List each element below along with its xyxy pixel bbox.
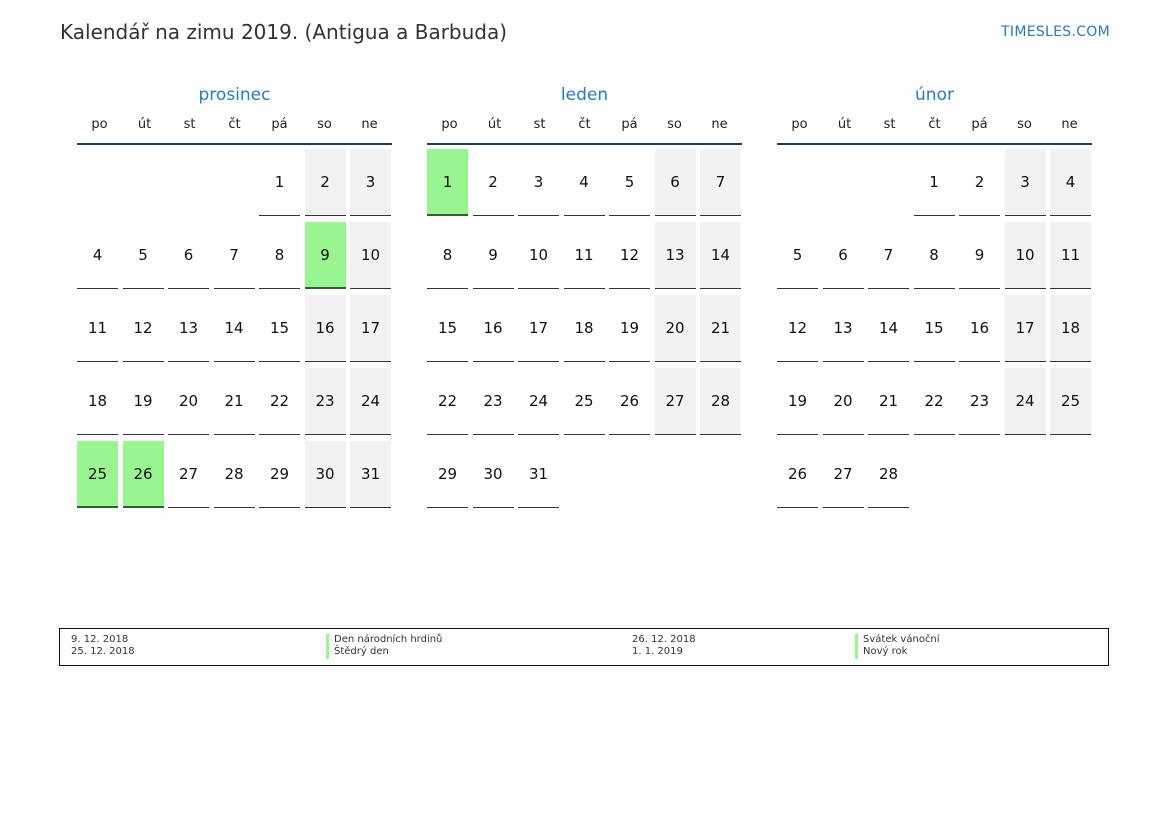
day-cell: 12 — [777, 295, 818, 362]
day-cell: 20 — [655, 295, 696, 362]
weekday-label: út — [837, 117, 852, 132]
day-cell: 11 — [77, 295, 118, 362]
day-cell: 14 — [868, 295, 909, 362]
day-cell: 25 — [564, 368, 605, 435]
day-cell: 29 — [259, 441, 300, 508]
day-cell: 23 — [473, 368, 514, 435]
day-cell: 4 — [1050, 149, 1091, 216]
day-cell: 22 — [914, 368, 955, 435]
day-cell: 5 — [777, 222, 818, 289]
day-cell: 26 — [609, 368, 650, 435]
legend-dates-right — [632, 634, 696, 658]
weekday-label: po — [441, 117, 458, 132]
day-cell: 6 — [168, 222, 209, 289]
day-cell: 13 — [168, 295, 209, 362]
day-cell: 14 — [700, 222, 741, 289]
weekday-label: po — [91, 117, 108, 132]
header-divider — [777, 143, 1092, 145]
legend-names-left — [334, 634, 442, 658]
day-cell: 21 — [868, 368, 909, 435]
weekday-label: st — [183, 117, 196, 132]
weekday-label: ne — [711, 117, 728, 132]
day-cell: 12 — [123, 295, 164, 362]
legend-date: 26. 12. 2018 — [632, 634, 696, 645]
day-cell: 11 — [1050, 222, 1091, 289]
day-cell: 18 — [77, 368, 118, 435]
day-cell: 8 — [914, 222, 955, 289]
day-cell: 15 — [259, 295, 300, 362]
day-cell: 4 — [564, 149, 605, 216]
day-cell: 6 — [655, 149, 696, 216]
page-title: Kalendář na zimu 2019. (Antigua a Barbuda) — [60, 20, 508, 44]
day-cell: 3 — [1005, 149, 1046, 216]
day-cell: 23 — [959, 368, 1000, 435]
weekday-label: so — [1017, 117, 1032, 132]
holiday-legend — [59, 628, 1109, 666]
day-cell: 24 — [1005, 368, 1046, 435]
day-cell: 22 — [427, 368, 468, 435]
day-cell: 13 — [655, 222, 696, 289]
legend-date: 25. 12. 2018 — [71, 646, 135, 657]
day-cell: 12 — [609, 222, 650, 289]
weekday-label: so — [667, 117, 682, 132]
day-cell: 29 — [427, 441, 468, 508]
month-name: únor — [915, 85, 954, 105]
day-cell: 8 — [427, 222, 468, 289]
day-cell: 28 — [868, 441, 909, 508]
month-0 — [77, 85, 392, 483]
day-cell: 8 — [259, 222, 300, 289]
day-cell: 17 — [518, 295, 559, 362]
header-divider — [77, 143, 392, 145]
holiday-day-cell: 1 — [427, 149, 468, 216]
day-cell: 15 — [914, 295, 955, 362]
day-cell: 2 — [473, 149, 514, 216]
day-cell: 3 — [350, 149, 391, 216]
header-divider — [427, 143, 742, 145]
day-cell: 23 — [305, 368, 346, 435]
holiday-day-cell: 9 — [305, 222, 346, 289]
day-cell: 18 — [1050, 295, 1091, 362]
weekday-label: út — [137, 117, 152, 132]
day-cell: 19 — [123, 368, 164, 435]
day-cell: 2 — [959, 149, 1000, 216]
day-cell: 9 — [959, 222, 1000, 289]
weekday-label: st — [533, 117, 546, 132]
day-cell: 27 — [655, 368, 696, 435]
day-cell: 30 — [305, 441, 346, 508]
weekday-label: čt — [578, 117, 591, 132]
holiday-color-marker — [855, 634, 858, 659]
day-cell: 20 — [168, 368, 209, 435]
brand-link[interactable]: TIMESLES.COM — [1001, 24, 1110, 40]
weekday-label: čt — [228, 117, 241, 132]
day-cell: 31 — [350, 441, 391, 508]
day-cell: 10 — [350, 222, 391, 289]
legend-holiday-name: Svátek vánoční — [863, 634, 940, 645]
weekday-label: út — [487, 117, 502, 132]
weekday-label: pá — [971, 117, 988, 132]
day-cell: 27 — [168, 441, 209, 508]
day-cell: 30 — [473, 441, 514, 508]
day-cell: 16 — [473, 295, 514, 362]
legend-date: 1. 1. 2019 — [632, 646, 683, 657]
day-cell: 26 — [777, 441, 818, 508]
legend-holiday-name: Štědrý den — [334, 646, 389, 657]
legend-dates-left — [71, 634, 135, 658]
holiday-day-cell: 26 — [123, 441, 164, 508]
day-cell: 1 — [259, 149, 300, 216]
day-cell: 20 — [823, 368, 864, 435]
weekday-label: pá — [621, 117, 638, 132]
day-cell: 18 — [564, 295, 605, 362]
day-cell: 27 — [823, 441, 864, 508]
day-cell: 10 — [1005, 222, 1046, 289]
day-cell: 19 — [777, 368, 818, 435]
weekday-label: ne — [361, 117, 378, 132]
day-cell: 2 — [305, 149, 346, 216]
day-cell: 25 — [1050, 368, 1091, 435]
day-cell: 28 — [214, 441, 255, 508]
day-cell: 31 — [518, 441, 559, 508]
day-cell: 5 — [609, 149, 650, 216]
day-cell: 22 — [259, 368, 300, 435]
day-cell: 15 — [427, 295, 468, 362]
day-cell: 13 — [823, 295, 864, 362]
legend-names-right — [863, 634, 940, 658]
weekday-label: st — [883, 117, 896, 132]
day-cell: 11 — [564, 222, 605, 289]
month-1 — [427, 85, 742, 483]
day-cell: 16 — [305, 295, 346, 362]
weekday-header — [427, 117, 742, 135]
weekday-label: ne — [1061, 117, 1078, 132]
day-cell: 5 — [123, 222, 164, 289]
day-cell: 3 — [518, 149, 559, 216]
weekday-header — [777, 117, 1092, 135]
day-cell: 9 — [473, 222, 514, 289]
day-cell: 21 — [700, 295, 741, 362]
day-cell: 7 — [868, 222, 909, 289]
day-cell: 7 — [214, 222, 255, 289]
weekday-label: so — [317, 117, 332, 132]
weekday-label: čt — [928, 117, 941, 132]
weekday-label: po — [791, 117, 808, 132]
day-cell: 16 — [959, 295, 1000, 362]
legend-holiday-name: Den národních hrdinů — [334, 634, 443, 645]
day-cell: 17 — [1005, 295, 1046, 362]
day-cell: 10 — [518, 222, 559, 289]
day-cell: 1 — [914, 149, 955, 216]
month-name: leden — [560, 85, 609, 105]
holiday-color-marker — [326, 634, 329, 659]
legend-holiday-name: Nový rok — [863, 646, 908, 657]
day-cell: 4 — [77, 222, 118, 289]
day-cell: 17 — [350, 295, 391, 362]
day-cell: 24 — [518, 368, 559, 435]
legend-date: 9. 12. 2018 — [71, 634, 129, 645]
day-cell: 19 — [609, 295, 650, 362]
day-cell: 14 — [214, 295, 255, 362]
day-cell: 6 — [823, 222, 864, 289]
month-2 — [777, 85, 1092, 483]
day-cell: 7 — [700, 149, 741, 216]
month-name: prosinec — [198, 85, 271, 105]
weekday-header — [77, 117, 392, 135]
weekday-label: pá — [271, 117, 288, 132]
day-cell: 28 — [700, 368, 741, 435]
holiday-day-cell: 25 — [77, 441, 118, 508]
day-cell: 24 — [350, 368, 391, 435]
day-cell: 21 — [214, 368, 255, 435]
